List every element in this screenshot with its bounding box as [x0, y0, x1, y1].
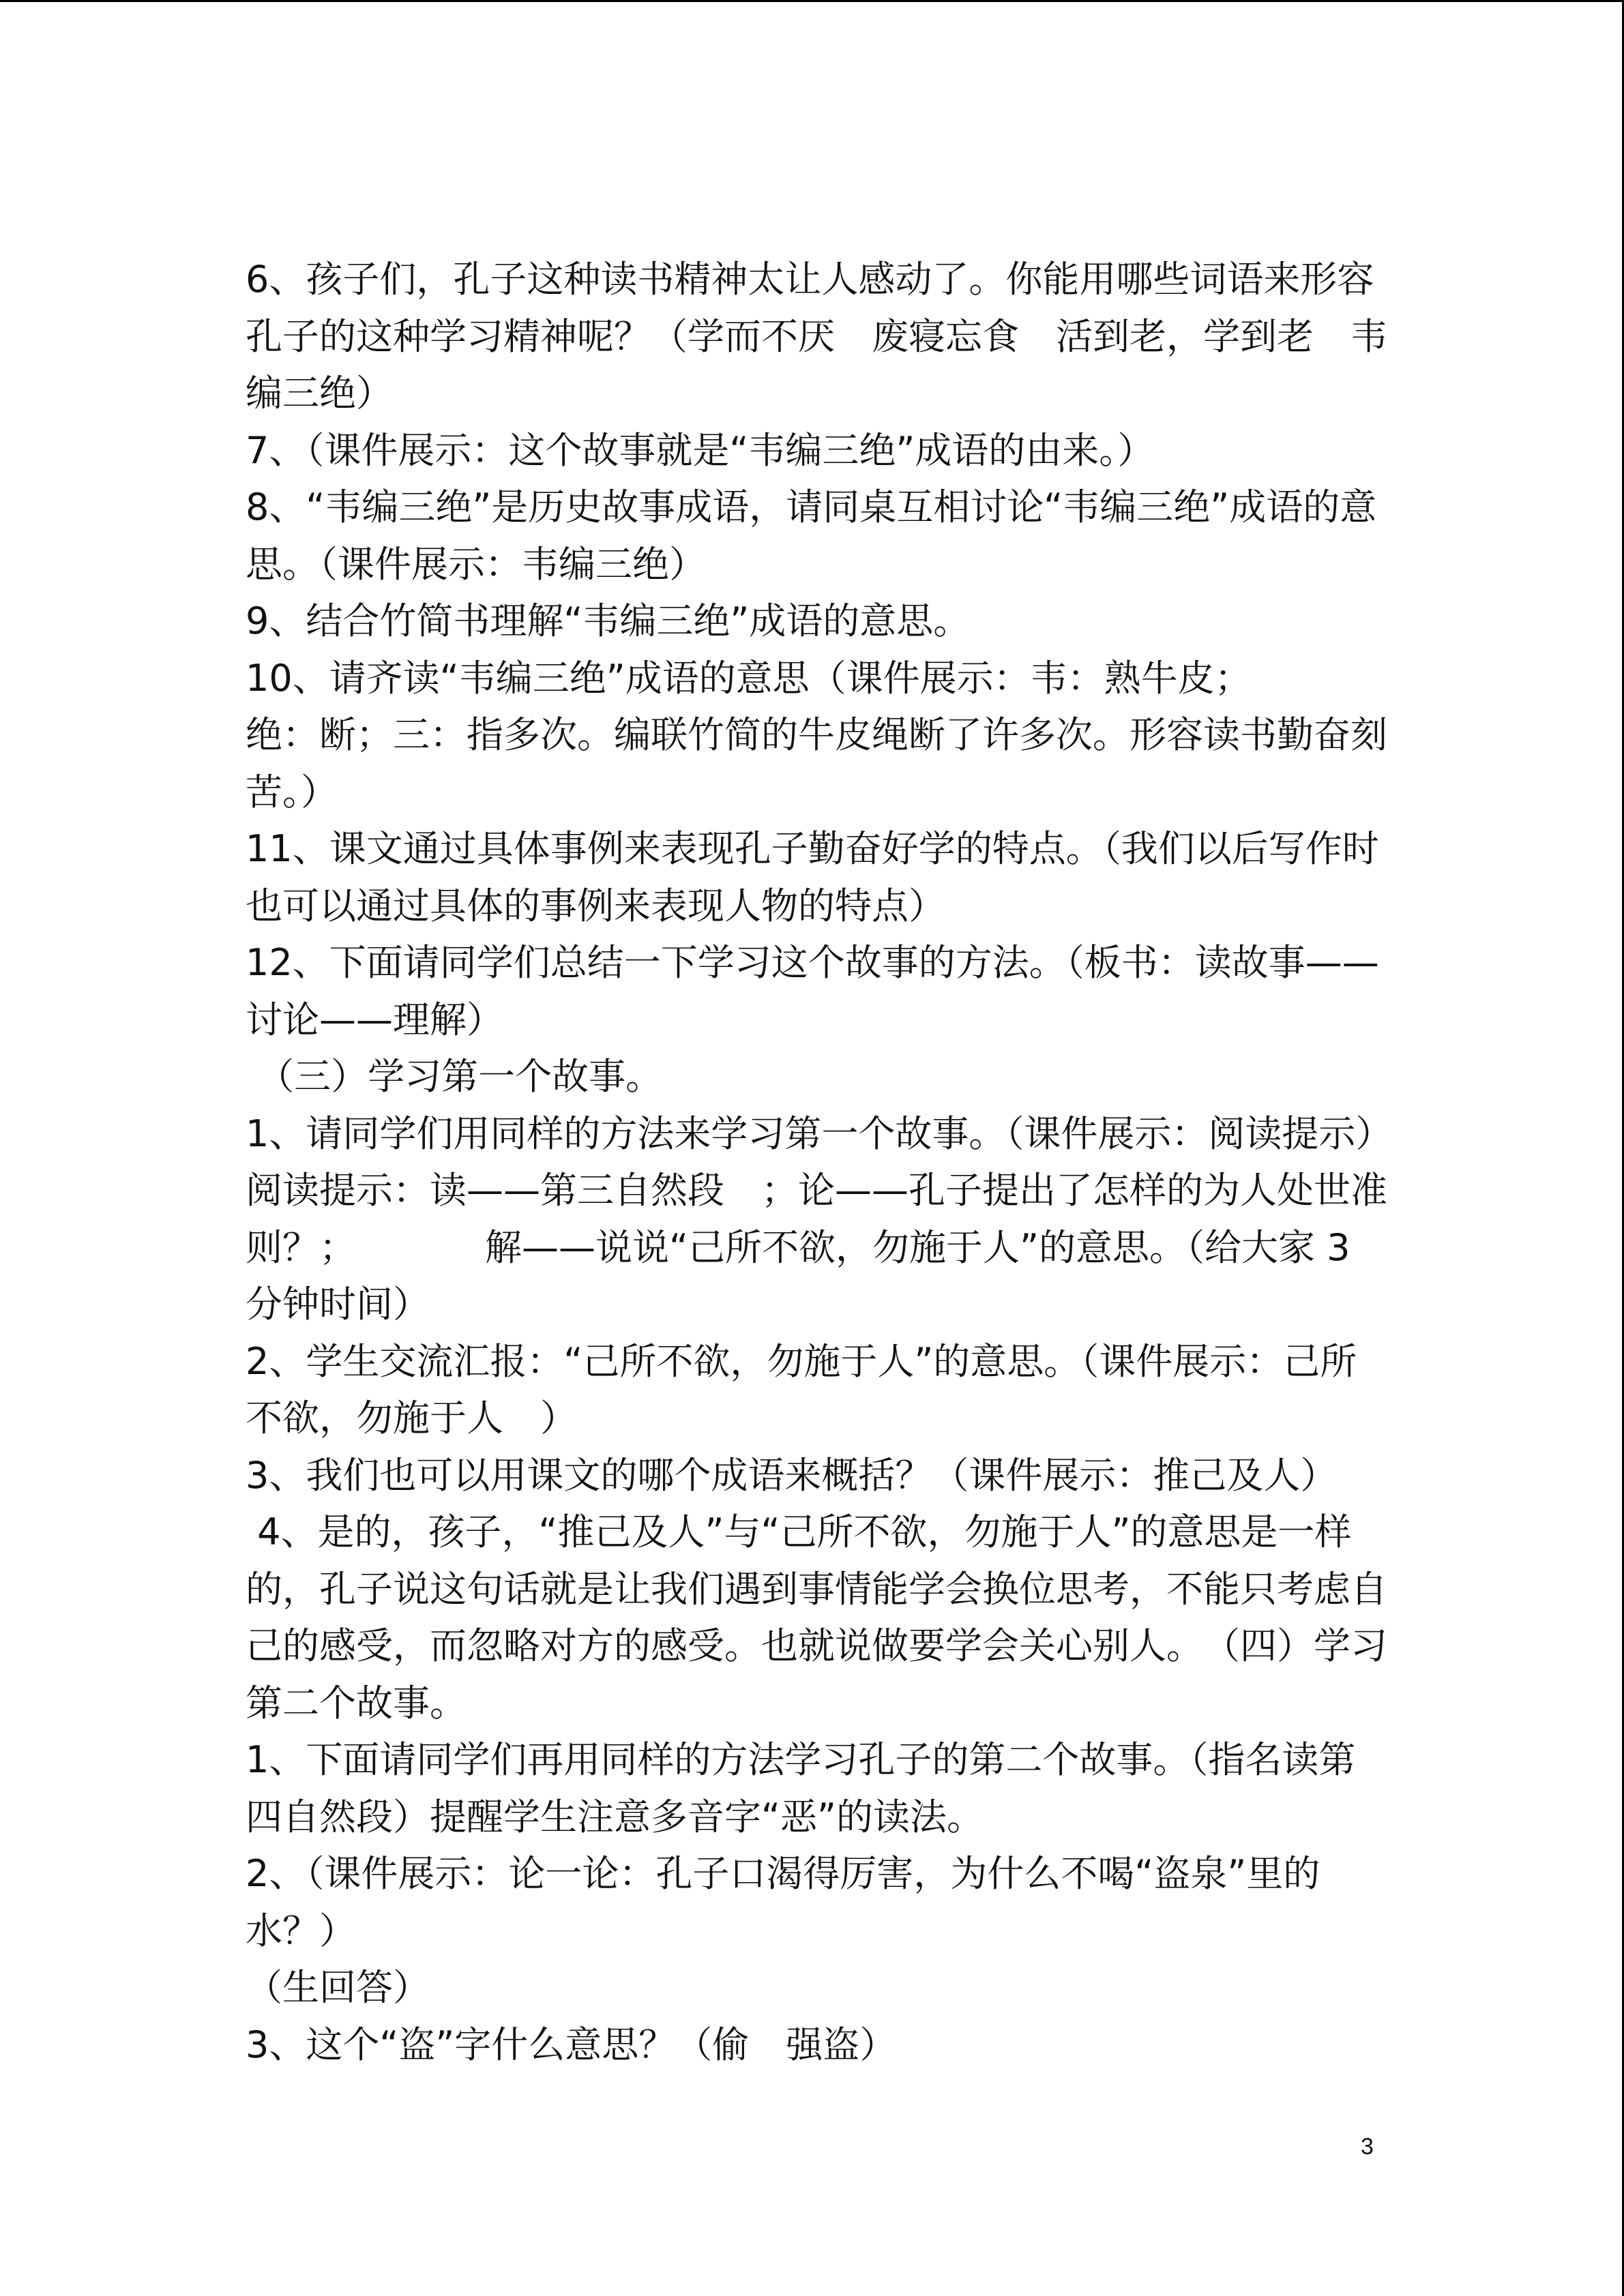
paragraph: 4、是的，孩子，“推己及人”与“己所不欲，勿施于人”的意思是一样的，孔子说这句话就是让我们遇到事情能学会换位思考，不能只考虑自己的感受，而忽略对方的感受。也就说做要学会关心别人。 （四）学习第二个故事。	[246, 1510, 1387, 1725]
paragraph: 11、课文通过具体事例来表现孔子勤奋好学的特点。（我们以后写作时也可以通过具体的事例来表现人物的特点）	[246, 827, 1379, 927]
paragraph: 3、我们也可以用课文的哪个成语来概括？（课件展示：推己及人）	[246, 1453, 1338, 1497]
paragraph: 7、（课件展示：这个故事就是“韦编三绝”成语的由来。）	[246, 428, 1155, 472]
paragraph: 9、结合竹简书理解“韦编三绝”成语的意思。	[246, 599, 971, 642]
paragraph: （生回答）	[246, 1966, 430, 2009]
paragraph: 1、请同学们用同样的方法来学习第一个故事。（课件展示：阅读提示） 阅读提示：读——第三自然段 ；论——孔子提出了怎样的为人处世准则？； 解——说说“己所不欲，勿施于人”的意思。（给大家 3 分钟时间）	[246, 1112, 1411, 1326]
paragraph: 8、“韦编三绝”是历史故事成语，请同桌互相讨论“韦编三绝”成语的意思。（课件展示：韦编三绝）	[246, 486, 1377, 586]
paragraph: 1、下面请同学们再用同样的方法学习孔子的第二个故事。（指名读第四自然段）提醒学生注意多音字“恶”的读法。	[246, 1738, 1356, 1838]
paragraph: 2、学生交流汇报：“己所不欲，勿施于人”的意思。（课件展示：己所不欲，勿施于人 ）	[246, 1339, 1357, 1440]
paragraph: 2、（课件展示：论一论：孔子口渴得厉害，为什么不喝“盗泉”里的水？）	[246, 1852, 1320, 1952]
paragraph: 10、请齐读“韦编三绝”成语的意思（课件展示：韦：熟牛皮； 绝：断；三：指多次。编联竹简的牛皮绳断了许多次。形容读书勤奋刻苦。）	[246, 656, 1387, 814]
paragraph: 6、孩子们，孔子这种读书精神太让人感动了。你能用哪些词语来形容孔子的这种学习精神呢？（学而不厌 废寝忘食 活到老，学到老 韦编三绝）	[246, 258, 1387, 415]
top-border-line	[0, 0, 1624, 2]
page-number: 3	[1361, 2134, 1374, 2160]
paragraph: 12、下面请同学们总结一下学习这个故事的方法。（板书：读故事——讨论——理解）	[246, 941, 1379, 1041]
body-text	[246, 251, 1411, 2073]
section-heading: （三）学习第一个故事。	[246, 1055, 663, 1098]
paragraph: 3、这个“盗”字什么意思？（偷 强盗）	[246, 2023, 897, 2066]
